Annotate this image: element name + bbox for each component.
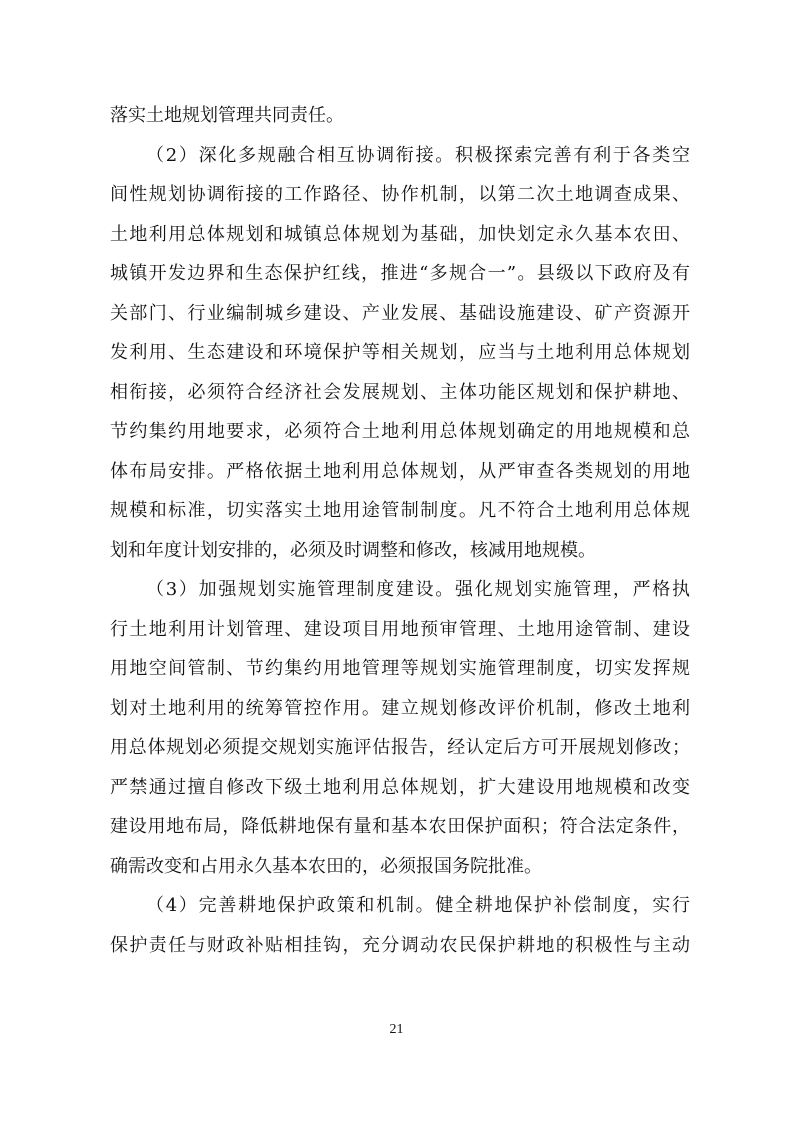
paragraph — [110, 96, 690, 136]
text-line: 体布局安排。严格依据土地利用总体规划，从严审查各类规划的用地 — [110, 460, 690, 482]
text-line: （4）完善耕地保护政策和机制。健全耕地保护补偿制度，实行 — [146, 895, 690, 916]
text-line: 保护责任与财政补贴相挂钩，充分调动农民保护耕地的积极性与主动 — [110, 934, 690, 956]
text-line: 规模和标准，切实落实土地用途管制制度。凡不符合土地利用总体规 — [110, 500, 690, 521]
text-line: （2）深化多规融合相互协调衔接。积极探索完善有利于各类空 — [146, 144, 691, 166]
text-line: 土地利用总体规划和城镇总体规划为基础，加快划定永久基本农田、 — [110, 223, 690, 245]
text-line: 间性规划协调衔接的工作路径、协作机制，以第二次土地调查成果、 — [110, 184, 690, 205]
page-number: 21 — [389, 1022, 404, 1037]
text-line: 城镇开发边界和生态保护红线，推进“多规合一”。县级以下政府及有 — [110, 263, 690, 284]
text-line: 建设用地布局，降低耕地保有量和基本农田保护面积；符合法定条件， — [110, 816, 690, 837]
text-line: （3）加强规划实施管理制度建设。强化规划实施管理，严格执 — [146, 579, 691, 600]
paragraph — [110, 570, 690, 886]
text-line: 用地空间管制、节约集约用地管理等规划实施管理制度，切实发挥规 — [110, 658, 690, 679]
body-text — [110, 96, 690, 965]
text-line: 落实土地规划管理共同责任。 — [110, 105, 344, 126]
text-line: 关部门、行业编制城乡建设、产业发展、基础设施建设、矿产资源开 — [110, 302, 690, 324]
text-line: 划和年度计划安排的，必须及时调整和修改，核减用地规模。 — [110, 539, 596, 561]
text-line: 划对土地利用的统筹管控作用。建立规划修改评价机制，修改土地利 — [110, 697, 690, 719]
text-line: 确需改变和占用永久基本农田的，必须报国务院批准。 — [110, 855, 542, 877]
paragraph — [110, 886, 690, 965]
section-heading: （2）深化多规融合相互协调衔接。 — [146, 144, 456, 166]
text-line: 行土地利用计划管理、建设项目用地预审管理、土地用途管制、建设 — [110, 618, 690, 640]
text-line: 相衔接，必须符合经济社会发展规划、主体功能区规划和保护耕地、 — [110, 381, 690, 403]
section-heading: （4）完善耕地保护政策和机制。 — [146, 895, 436, 916]
text-line: 发利用、生态建设和环境保护等相关规划，应当与土地利用总体规划 — [110, 342, 690, 363]
section-heading: （3）加强规划实施管理制度建设。 — [146, 579, 456, 600]
text-line: 严禁通过擅自修改下级土地利用总体规划，扩大建设用地规模和改变 — [110, 776, 690, 798]
paragraph — [110, 136, 690, 571]
text-line: 用总体规划必须提交规划实施评估报告，经认定后方可开展规划修改； — [110, 737, 690, 758]
text-line: 节约集约用地要求，必须符合土地利用总体规划确定的用地规模和总 — [110, 421, 690, 442]
